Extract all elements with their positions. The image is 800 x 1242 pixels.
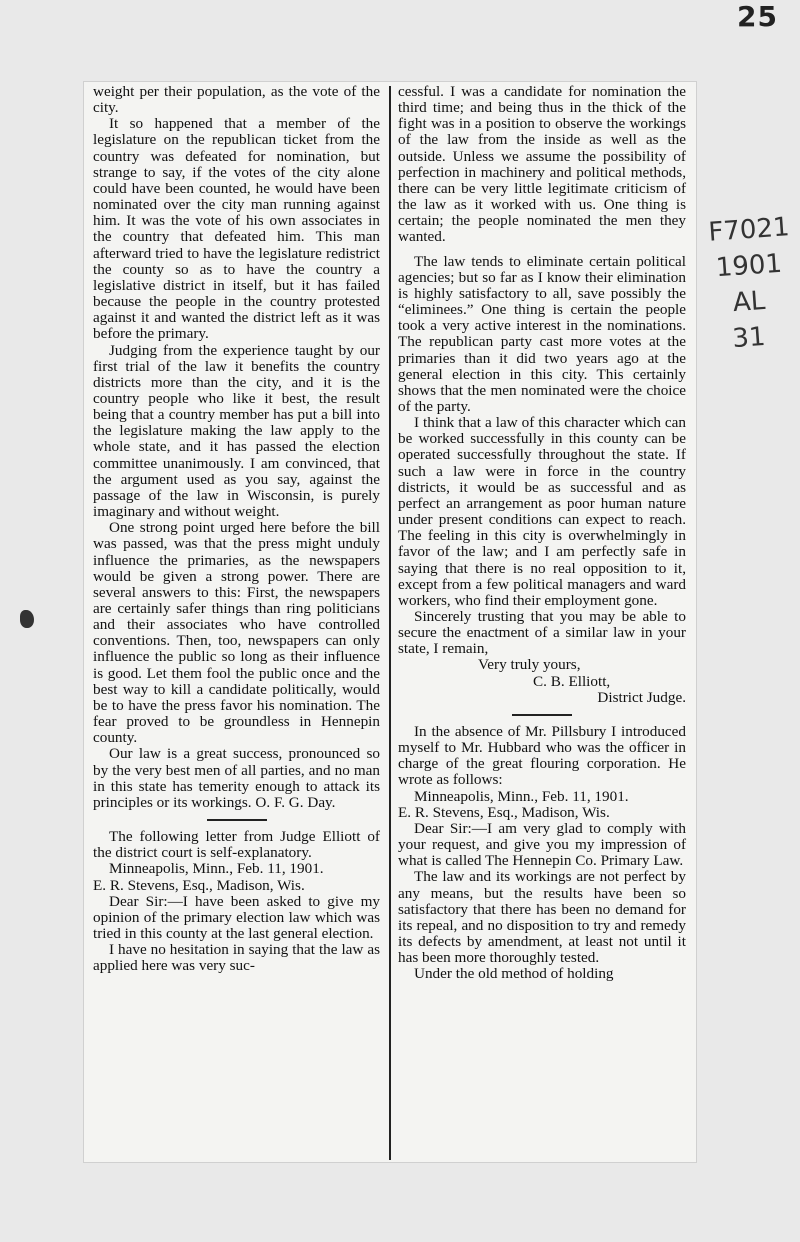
- paragraph: cessful. I was a candidate for nomination the third time; and being thus in the thick of the fight was in a position to observe the workings of the law from the inside as well as the outside. Unless we assume the possibility of perfection in machinery and political methods, there can be very little legitimate criticism of the law as it worked with us. One thing is certain; the people nominated the men they wanted.: [398, 83, 686, 246]
- paragraph: E. R. Stevens, Esq., Madison, Wis.: [398, 803, 610, 821]
- paragraph: Sincerely trusting that you may be able to secure the enactment of a similar law in your state, I remain,: [398, 608, 686, 658]
- right-column: [398, 84, 686, 982]
- column-rule: [389, 86, 391, 1160]
- margin-ink-mark: [20, 610, 34, 628]
- paragraph: E. R. Stevens, Esq., Madison, Wis.: [93, 876, 305, 894]
- paragraph: C. B. Elliott,: [533, 672, 611, 690]
- paragraph: In the absence of Mr. Pillsbury I introduced myself to Mr. Hubbard who was the officer in charge of the great flouring corporation. He wrote as follows:: [398, 722, 686, 789]
- paragraph: Judging from the experience taught by our first trial of the law it benefits the country districts more than the city, and it is the country people who like it best, the result being that a country member has put a bill into the legislature making the law apply to the whole state, and it has passed the election committee unanimously. I am convinced, that the argument used as you say, against the passage of the law in Wisconsin, is purely imaginary and without weight.: [93, 341, 380, 521]
- paragraph: I have no hesitation in saying that the law as applied here was very suc-: [93, 941, 380, 975]
- margin-note: AL: [731, 285, 767, 319]
- left-column: [93, 84, 380, 974]
- paragraph: weight per their population, as the vote of the city.: [93, 83, 380, 117]
- paragraph: Very truly yours,: [478, 656, 581, 674]
- paragraph: Minneapolis, Minn., Feb. 11, 1901.: [109, 860, 324, 878]
- section-divider: [207, 819, 267, 821]
- paragraph: Our law is a great success, pronounced so by the very best men of all parties, and no man in this state has temerity enough to attack its principles or its workings. O. F. G. Day.: [93, 745, 380, 811]
- margin-note: 31: [731, 321, 767, 355]
- paragraph: Dear Sir:—I have been asked to give my opinion of the primary election law which was tried in this county at the last general election.: [93, 892, 380, 942]
- margin-note: 1901: [714, 248, 784, 284]
- handwritten-margin-notes: [704, 212, 794, 356]
- paragraph: Dear Sir:—I am very glad to comply with your request, and give you my impression of what is called The Hennepin Co. Primary Law.: [398, 819, 686, 870]
- paragraph: The law and its workings are not perfect by any means, but the results have been so satisfactory that there has been no demand for its repeal, and no disposition to try and remedy its defects by amendment, at least not until it has been more thoroughly tested.: [398, 868, 686, 967]
- paragraph: Minneapolis, Minn., Feb. 11, 1901.: [414, 787, 629, 805]
- page-number: 25: [737, 0, 778, 33]
- paragraph: I think that a law of this character which can be worked successfully in this county can be operated successfully throughout the state. If such a law were in force in the country districts, it would be as successful and as perfect an arrangement as poor human nature under present conditions can expect to reach. The feeling in this city is overwhelmingly in favor of the law; and I am perfectly safe in saying that there is no real opposition to it, except from a few political managers and ward workers, who find their employment gone.: [398, 414, 686, 609]
- margin-note: F7021: [707, 212, 791, 248]
- paragraph: The following letter from Judge Elliott of the district court is self-explanatory.: [93, 828, 380, 862]
- paragraph: It so happened that a member of the legislature on the republican ticket from the country was defeated for nomination, but strange to say, if the votes of the city alone could have been counted, he would have been nominated over the city man running against him. It was the vote of his own associates in the country that defeated him. This man afterward tried to have the legislature redistrict the county so as to have the country a legislative district in itself, but it has failed because the people in the country protested against it and wanted the district left as it was before the primary.: [93, 115, 380, 343]
- paragraph: The law tends to eliminate certain political agencies; but so far as I know their elimination is highly satisfactory to all, save possibly the “eliminees.” One thing is certain the people took a very active interest in the nominations. The republican party cast more votes at the primaries than it did two years ago at the general election in this city. This certainly shows that the men nominated were the choice of the party.: [398, 252, 686, 415]
- section-divider: [512, 714, 572, 716]
- paragraph: District Judge.: [597, 688, 686, 706]
- paragraph: One strong point urged here before the bill was passed, was that the press might unduly influence the primaries, as the newspapers would be given a strong power. There are several answers to this: First, the newspapers are certainly safer things than ring politicians and their associates who have controlled conventions. Then, too, newspapers can only influence the public so long as their influence is good. Let them fool the public once and the best way to kill a candidate politically, would be to have the press favor his nomination. The fear proved to be groundless in Hennepin county.: [93, 519, 380, 747]
- paragraph: Under the old method of holding: [414, 965, 614, 983]
